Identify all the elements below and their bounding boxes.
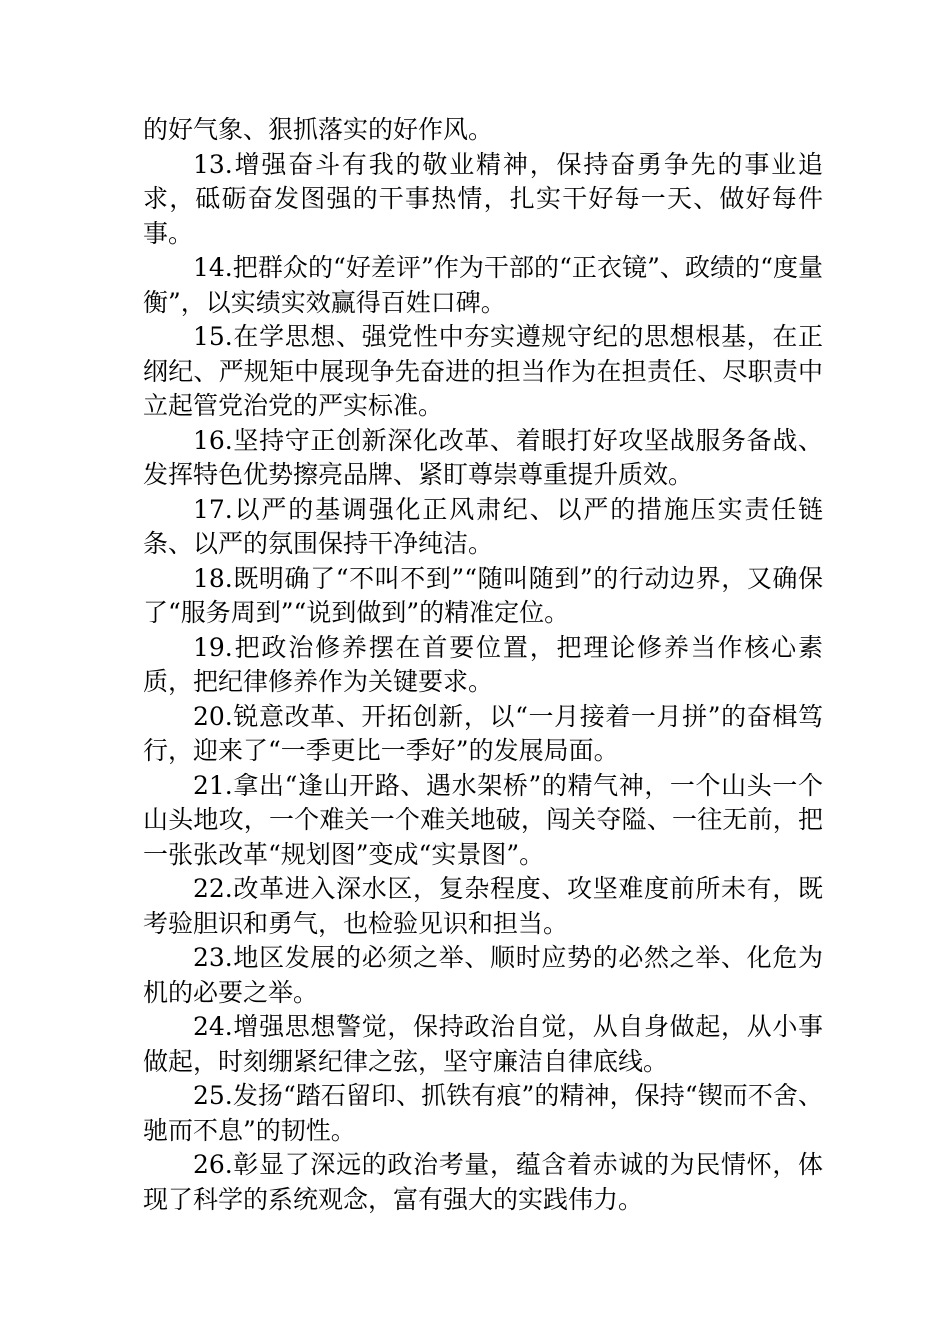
paragraph-12-continuation: 的好气象、狠抓落实的好作风。 <box>143 115 494 144</box>
paragraph-18: 18.既明确了“不叫不到”“随叫随到”的行动边界，又确保了“服务周到”“说到做到”的精准定位。 <box>143 563 823 627</box>
paragraph-26: 26.彰显了深远的政治考量，蕴含着赤诚的为民情怀，体现了科学的系统观念，富有强大的实践伟力。 <box>143 1150 823 1214</box>
paragraph-16: 16.坚持守正创新深化改革、着眼打好攻坚战服务备战、发挥特色优势擦亮品牌、紧盯尊崇尊重提升质效。 <box>143 425 823 489</box>
paragraph-19: 19.把政治修养摆在首要位置，把理论修养当作核心素质，把纪律修养作为关键要求。 <box>143 632 823 696</box>
paragraph-25: 25.发扬“踏石留印、抓铁有痕”的精神，保持“锲而不舍、驰而不息”的韧性。 <box>143 1081 823 1145</box>
paragraph-23: 23.地区发展的必须之举、顺时应势的必然之举、化危为机的必要之举。 <box>143 943 823 1007</box>
paragraph-14: 14.把群众的“好差评”作为干部的“正衣镜”、政绩的“度量衡”，以实绩实效赢得百姓口碑。 <box>143 253 823 317</box>
paragraph-15: 15.在学思想、强党性中夯实遵规守纪的思想根基，在正纲纪、严规矩中展现争先奋进的担当作为在担责任、尽职责中立起管党治党的严实标准。 <box>143 322 823 420</box>
paragraph-17: 17.以严的基调强化正风肃纪、以严的措施压实责任链条、以严的氛围保持干净纯洁。 <box>143 494 823 558</box>
paragraph-20: 20.锐意改革、开拓创新，以“一月接着一月拼”的奋楫笃行，迎来了“一季更比一季好”的发展局面。 <box>143 701 823 765</box>
paragraph-21: 21.拿出“逢山开路、遇水架桥”的精气神，一个山头一个山头地攻，一个难关一个难关地破，闯关夺隘、一往无前，把一张张改革“规划图”变成“实景图”。 <box>143 770 823 869</box>
paragraph-13: 13.增强奋斗有我的敬业精神，保持奋勇争先的事业追求，砥砺奋发图强的干事热情，扎实干好每一天、做好每件事。 <box>143 149 823 248</box>
paragraph-22: 22.改革进入深水区，复杂程度、攻坚难度前所未有，既考验胆识和勇气，也检验见识和担当。 <box>143 874 823 938</box>
document-body <box>143 113 823 1217</box>
paragraph-24: 24.增强思想警觉，保持政治自觉，从自身做起，从小事做起，时刻绷紧纪律之弦，坚守廉洁自律底线。 <box>143 1012 823 1076</box>
